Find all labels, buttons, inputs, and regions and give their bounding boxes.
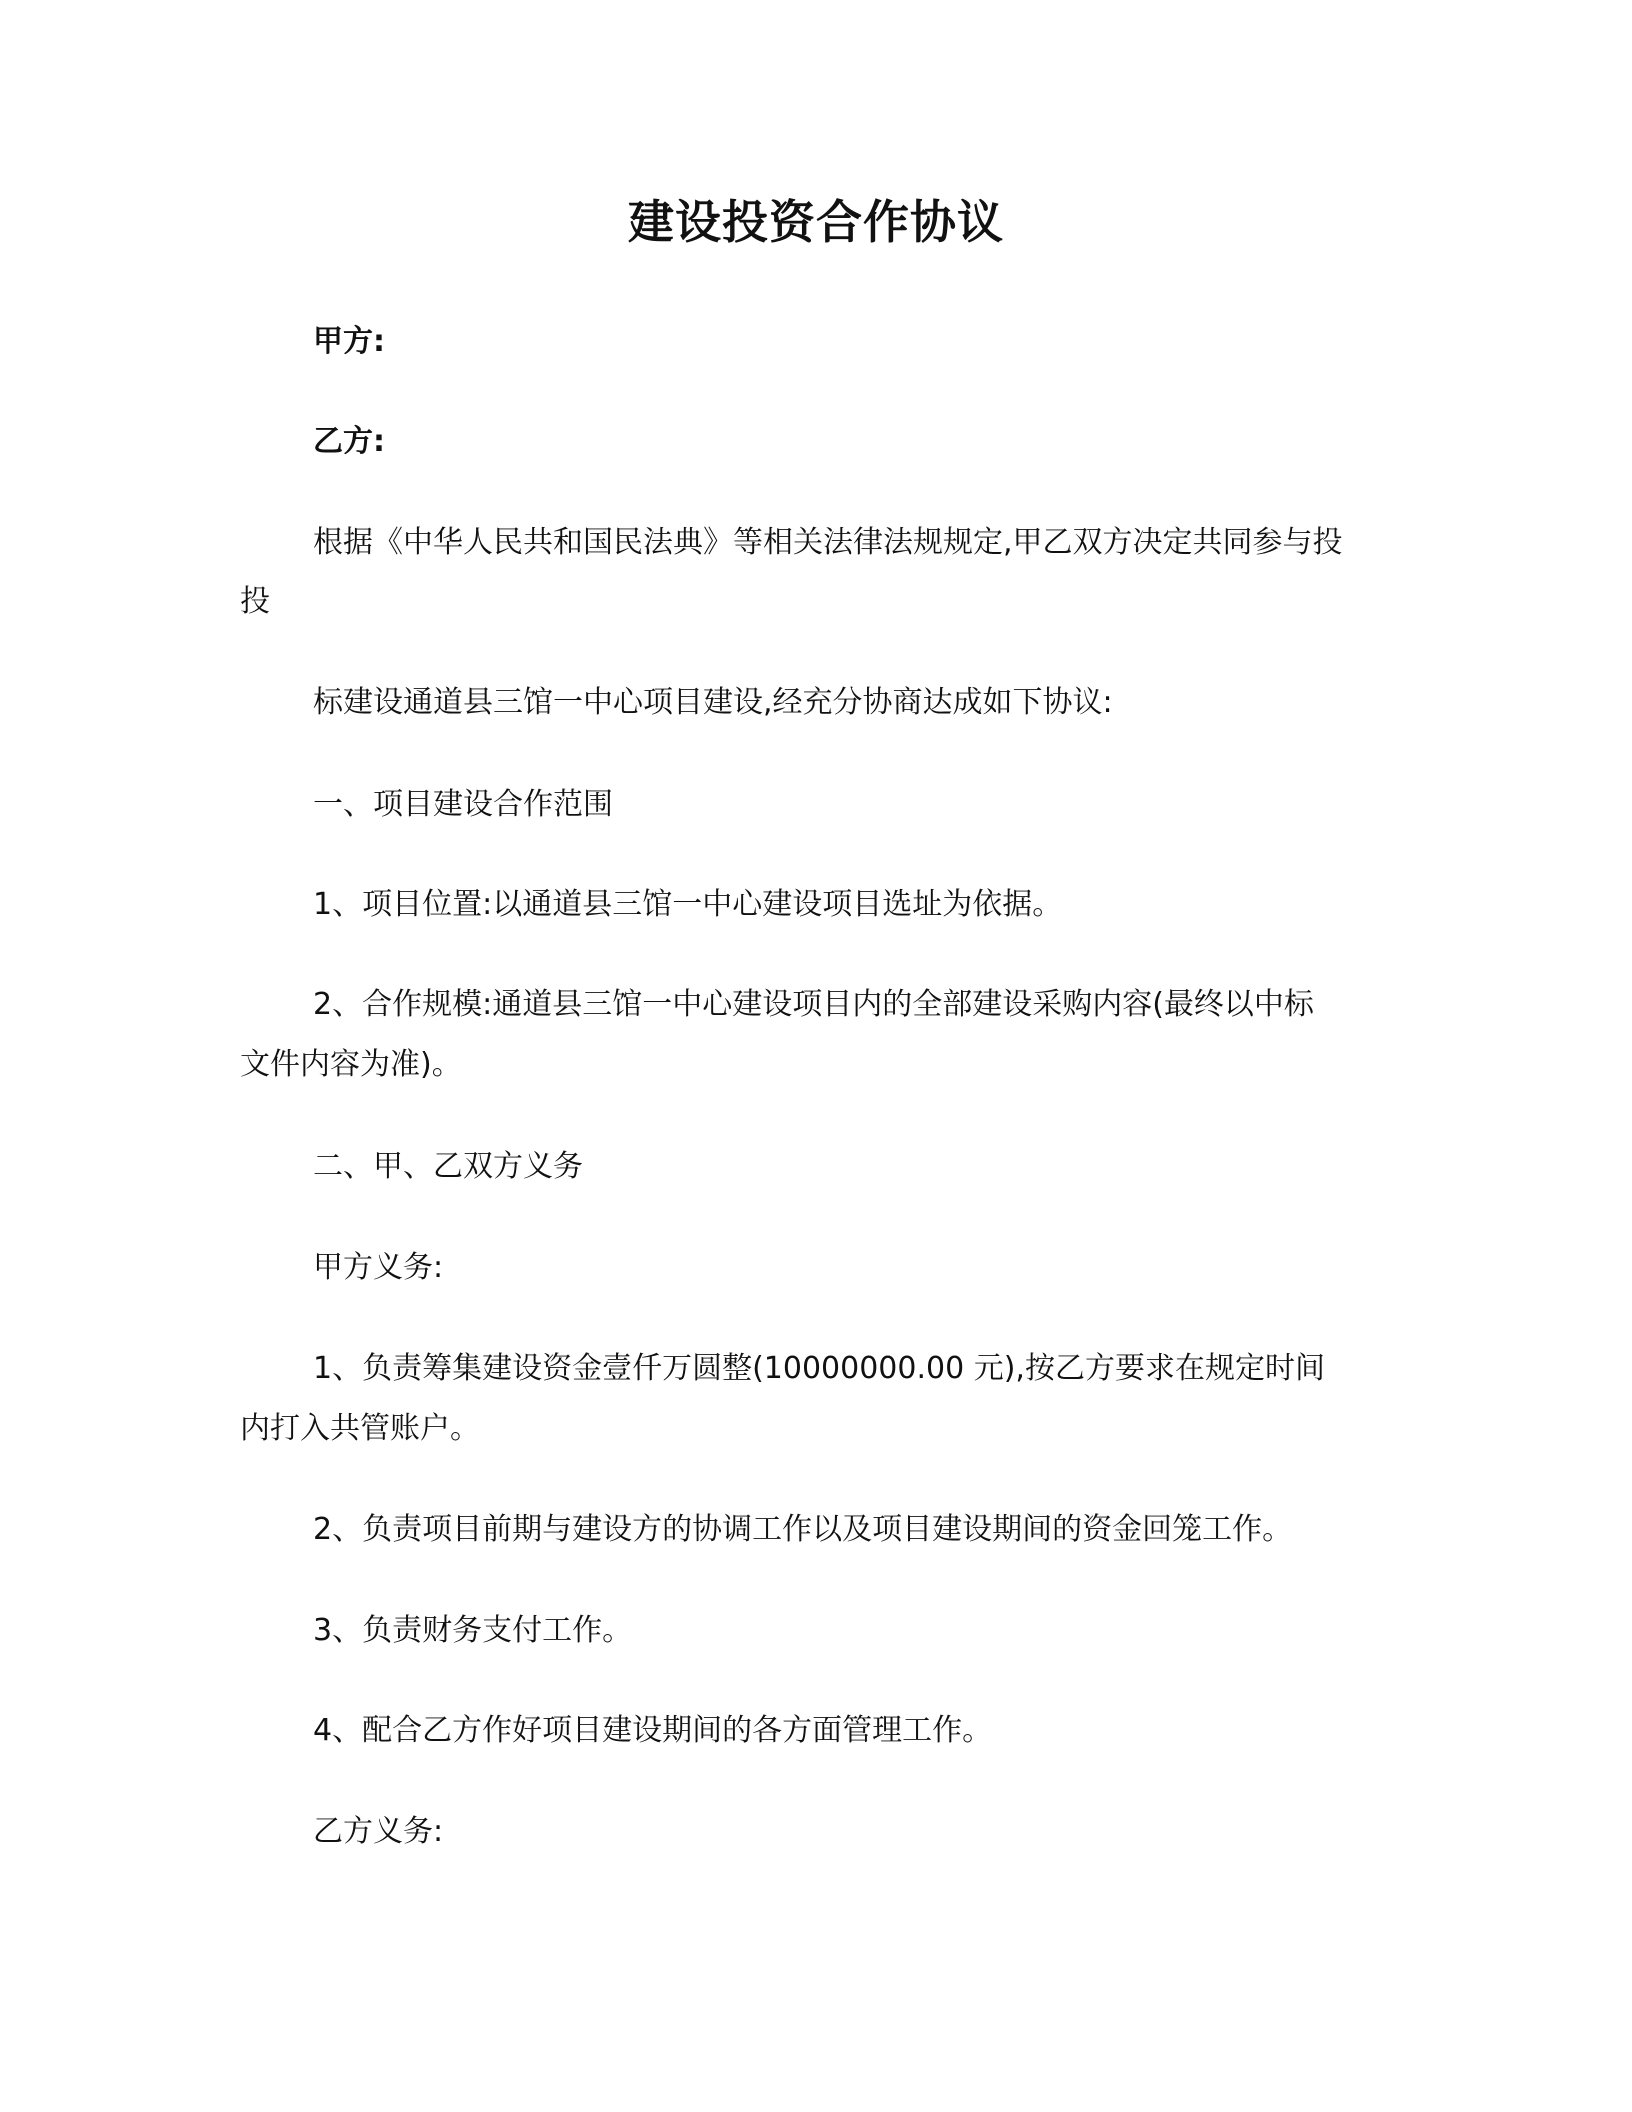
- party-a-duties-heading: 甲方义务:: [313, 1250, 444, 1285]
- intro-line-1: 根据《中华人民共和国民法典》等相关法律法规规定,甲乙双方决定共同参与投: [313, 525, 1343, 560]
- party-b-label: 乙方:: [313, 424, 385, 459]
- intro-line-2: 投: [240, 584, 270, 619]
- party-a-duty-4: 4、配合乙方作好项目建设期间的各方面管理工作。: [313, 1713, 993, 1748]
- section-1-heading: 一、项目建设合作范围: [313, 787, 613, 822]
- party-a-duty-2: 2、负责项目前期与建设方的协调工作以及项目建设期间的资金回笼工作。: [313, 1512, 1293, 1547]
- party-b-duties-heading: 乙方义务:: [313, 1814, 444, 1849]
- section-1-item-1: 1、项目位置:以通道县三馆一中心建设项目选址为依据。: [313, 887, 1063, 922]
- party-a-duty-3: 3、负责财务支付工作。: [313, 1613, 633, 1648]
- party-a-duty-1-line-1: 1、负责筹集建设资金壹仟万圆整(10000000.00 元),按乙方要求在规定时间: [313, 1351, 1325, 1386]
- section-1-item-2-line-2: 文件内容为准)。: [240, 1047, 462, 1082]
- intro-line-3: 标建设通道县三馆一中心项目建设,经充分协商达成如下协议:: [313, 685, 1113, 720]
- party-a-label: 甲方:: [313, 324, 385, 359]
- section-1-item-2-line-1: 2、合作规模:通道县三馆一中心建设项目内的全部建设采购内容(最终以中标: [313, 987, 1314, 1022]
- section-2-heading: 二、甲、乙双方义务: [313, 1149, 583, 1184]
- party-a-duty-1-line-2: 内打入共管账户。: [240, 1411, 480, 1446]
- document-title: 建设投资合作协议: [628, 195, 1004, 249]
